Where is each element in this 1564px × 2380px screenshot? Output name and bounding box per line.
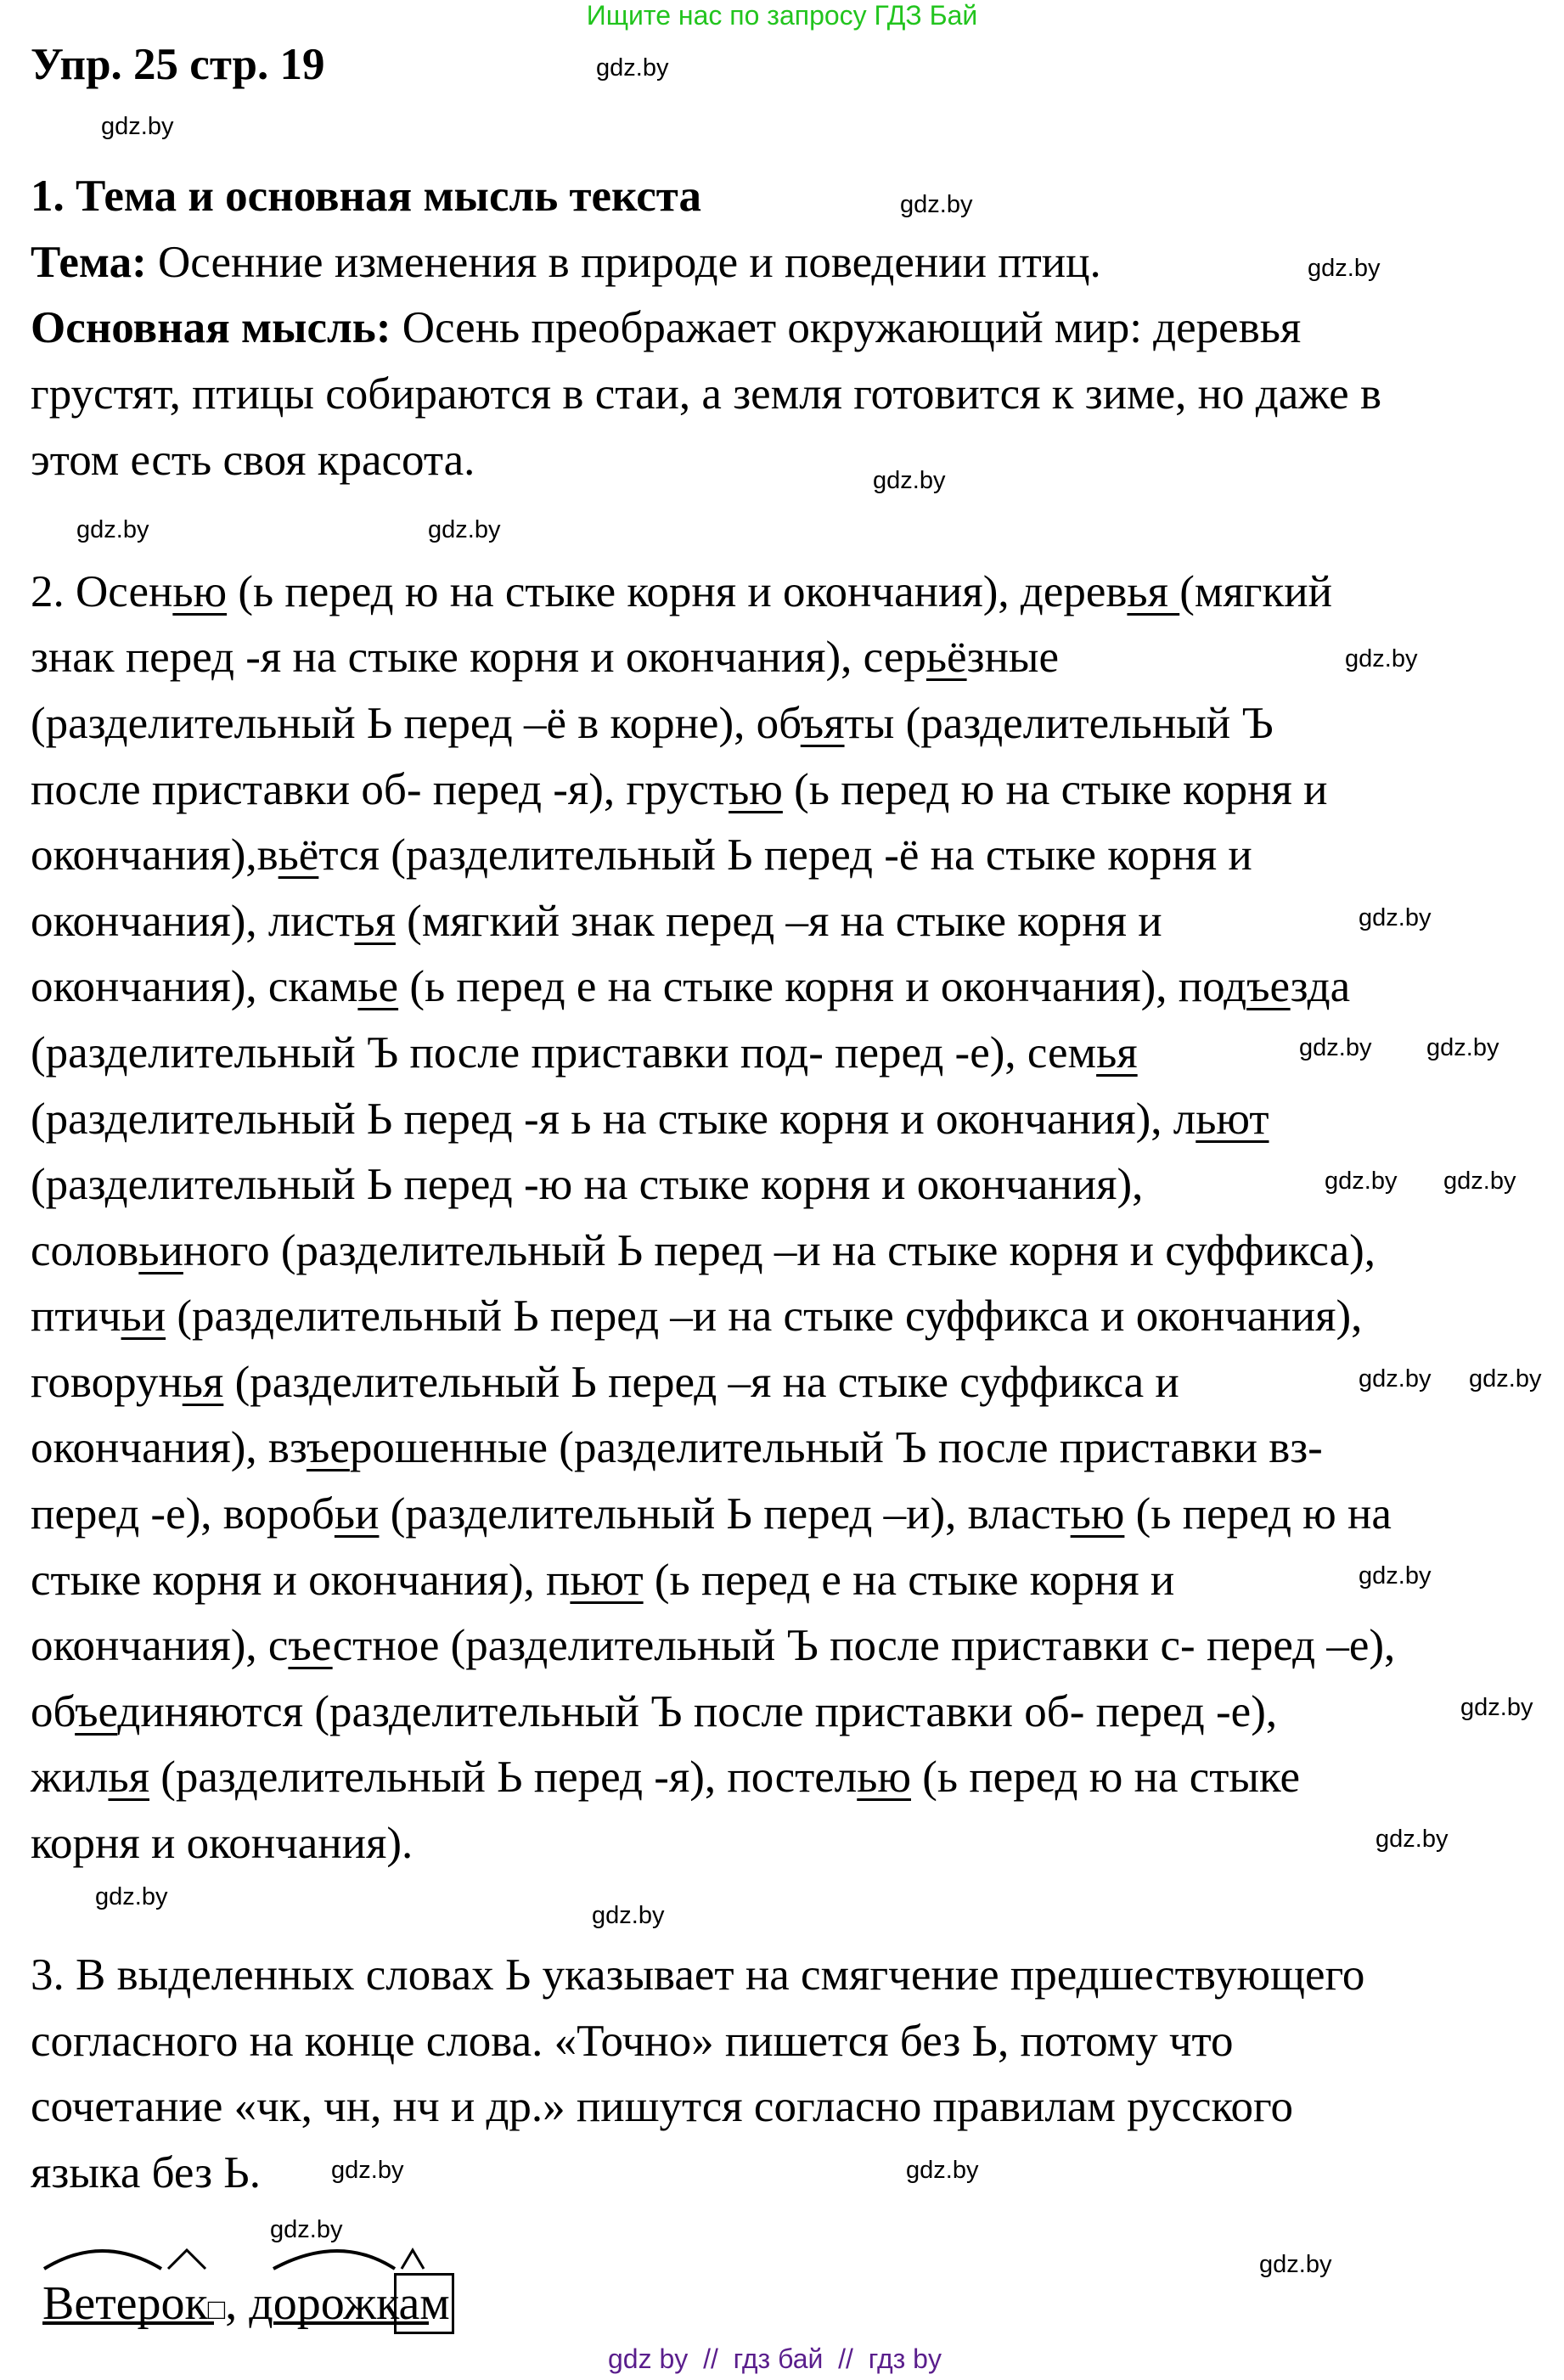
word-veterok: Ветерок: [42, 2277, 208, 2330]
watermark: gdz.by: [1299, 1034, 1372, 1061]
suffix-caret: [402, 2250, 424, 2269]
theme-label: Тема:: [31, 237, 147, 287]
morpheme-diagram-text: [42, 2274, 450, 2340]
underlined-letters: ъе: [75, 1686, 118, 1736]
watermark: gdz.by: [1359, 1562, 1432, 1589]
text-segment: (мягкий: [1179, 566, 1332, 616]
underlined-letters: ъе: [288, 1621, 333, 1671]
zero-ending: □: [207, 2294, 226, 2326]
watermark: gdz.by: [596, 54, 669, 82]
watermark: gdz.by: [592, 1902, 665, 1929]
underlined-letters: ью: [857, 1753, 911, 1803]
watermark: gdz.by: [95, 1883, 168, 1910]
text-segment: (разделительный Ь перед -я), постел: [149, 1753, 858, 1803]
watermark: gdz.by: [1426, 1034, 1499, 1061]
text-segment: перед -е), вороб: [31, 1489, 335, 1539]
theme-text: Осенние изменения в природе и поведении птиц.: [146, 237, 1101, 287]
bottom-banner: gdz by // гдз бай // гдз by: [608, 2343, 942, 2374]
text-segment: птич: [31, 1291, 121, 1342]
text-segment: (разделительный Ь перед -ю на стыке корня и окончания),: [31, 1160, 1144, 1210]
underlined-letters: ъе: [306, 1423, 350, 1473]
text-segment: солов: [31, 1225, 139, 1275]
section2-line: [31, 1613, 1395, 1680]
watermark: gdz.by: [1469, 1365, 1542, 1393]
word-dorozhk-stem: дорожк: [249, 2277, 399, 2330]
underlined-letters: ьё: [925, 633, 967, 683]
watermark: gdz.by: [428, 516, 501, 543]
text-segment: окончания), с: [31, 1621, 289, 1671]
text-segment: окончания),в: [31, 830, 278, 881]
text-segment: жил: [31, 1753, 109, 1803]
section2-line: [31, 1415, 1323, 1482]
exercise-title: Упр. 25 стр. 19: [31, 40, 325, 89]
text-segment: (разделительный Ь перед -я ь на стыке корня и окончания), л: [31, 1094, 1196, 1144]
text-segment: (мягкий знак перед –я на стыке корня и: [395, 896, 1162, 946]
underlined-letters: ью: [1070, 1489, 1125, 1539]
text-segment: окончания), вз: [31, 1423, 307, 1473]
text-segment: (разделительный Ь перед –и на стыке суффикса и окончания),: [166, 1291, 1363, 1342]
section3-line: 3. В выделенных словах Ь указывает на смягчение предшествующего: [31, 1950, 1365, 2000]
text-segment: об: [31, 1686, 76, 1736]
underlined-letters: ъе: [1246, 962, 1291, 1012]
text-segment: (разделительный Ъ после приставки под- перед -е), сем: [31, 1027, 1097, 1077]
underlined-letters: ью: [172, 566, 228, 616]
text-segment: 2. Осен: [31, 566, 173, 616]
watermark: gdz.by: [906, 2157, 979, 2184]
section2-line: [31, 1811, 413, 1877]
section2-line: [31, 1218, 1376, 1285]
section2-line: [31, 954, 1350, 1021]
text-segment: зные: [966, 633, 1060, 683]
text-segment: (ь перед ю на стыке корня и окончания), дерев: [227, 566, 1128, 616]
section3-line: согласного на конце слова. «Точно» пишется без Ь, потому что: [31, 2016, 1234, 2066]
text-segment: диняются (разделительный Ъ после приставки об- перед -е),: [117, 1686, 1278, 1736]
theme-line: [31, 230, 1101, 296]
root-arc: [273, 2251, 395, 2269]
underlined-letters: ьют: [570, 1555, 644, 1605]
watermark: gdz.by: [1359, 1365, 1432, 1393]
underlined-letters: ьё: [278, 830, 319, 881]
idea-line: [31, 295, 1301, 362]
section1-heading: 1. Тема и основная мысль текста: [31, 172, 701, 222]
text-segment: стное (разделительный Ъ после приставки с- перед –е),: [332, 1621, 1396, 1671]
section2-line: [31, 889, 1162, 955]
text-segment: ты (разделительный Ъ: [844, 698, 1274, 748]
text-segment: (разделительный Ь перед –я на стыке суффикса и: [223, 1357, 1179, 1407]
watermark: gdz.by: [1376, 1826, 1449, 1853]
section3-line: сочетание «чк, чн, нч и др.» пишутся согласно правилам русского: [31, 2082, 1293, 2132]
watermark: gdz.by: [1325, 1167, 1398, 1195]
watermark: gdz.by: [1359, 904, 1432, 931]
section2-line: [31, 1152, 1143, 1218]
text-segment: после приставки об- перед -я), груст: [31, 764, 729, 814]
underlined-letters: ью: [729, 764, 783, 814]
underlined-letters: ьи: [138, 1225, 183, 1275]
idea-label: Основная мысль:: [31, 303, 391, 353]
text-segment: знак перед -я на стыке корня и окончания), сер: [31, 633, 926, 683]
text-segment: (ь перед е на стыке корня и: [643, 1555, 1175, 1605]
underlined-letters: ъя: [800, 698, 845, 748]
text-segment: говорун: [31, 1357, 183, 1407]
text-segment: окончания), скам: [31, 962, 358, 1012]
section2-line: [31, 1021, 1138, 1087]
section2-line: [31, 1350, 1179, 1416]
section3-line: языка без Ь.: [31, 2148, 261, 2197]
underlined-letters: ья: [1096, 1027, 1138, 1077]
watermark: gdz.by: [76, 516, 149, 543]
underlined-letters: ья: [1127, 566, 1180, 616]
idea-text: грустят, птицы собираются в стаи, а земля готовится к зиме, но даже в: [31, 369, 1381, 419]
text-segment: окончания), лист: [31, 896, 355, 946]
text-segment: зда: [1290, 962, 1351, 1012]
watermark: gdz.by: [1308, 255, 1381, 282]
idea-text: этом есть своя красота.: [31, 435, 475, 485]
watermark: gdz.by: [900, 191, 973, 218]
text-segment: рошенные (разделительный Ъ после приставки вз-: [349, 1423, 1323, 1473]
watermark: gdz.by: [1460, 1694, 1533, 1721]
idea-text: Осень преображает окружающий мир: деревья: [391, 303, 1302, 353]
section2-line: [31, 691, 1274, 757]
text-segment: корня и окончания).: [31, 1819, 414, 1869]
text-segment: стыке корня и окончания), п: [31, 1555, 571, 1605]
section2-line: [31, 1284, 1362, 1350]
word-ending-am: ам: [398, 2277, 450, 2330]
watermark: gdz.by: [270, 2216, 343, 2243]
text-segment: ного (разделительный Ь перед –и на стыке корня и суффикса),: [183, 1225, 1376, 1275]
watermark: gdz.by: [101, 113, 174, 140]
separator: ,: [225, 2277, 250, 2330]
section2-line: [31, 1482, 1392, 1548]
section2-line: [31, 757, 1328, 824]
text-segment: (ь перед ю на стыке: [911, 1753, 1300, 1803]
text-segment: (ь перед е на стыке корня и окончания), под: [398, 962, 1247, 1012]
suffix-caret: [168, 2250, 205, 2269]
section2-line: [31, 1680, 1277, 1746]
watermark: gdz.by: [873, 467, 946, 494]
text-segment: (ь перед ю на: [1124, 1489, 1392, 1539]
section2-line: [31, 1745, 1300, 1811]
underlined-letters: ья: [182, 1357, 224, 1407]
underlined-letters: ья: [108, 1753, 149, 1803]
section2-line: [31, 1087, 1269, 1153]
underlined-letters: ье: [357, 962, 399, 1012]
section2-line: [31, 560, 1332, 626]
text-segment: (ь перед ю на стыке корня и: [782, 764, 1328, 814]
underlined-letters: ьют: [1196, 1094, 1269, 1144]
watermark: gdz.by: [1259, 2251, 1332, 2278]
text-segment: (разделительный Ь перед –ё в корне), об: [31, 698, 801, 748]
watermark: gdz.by: [331, 2157, 404, 2184]
underlined-letters: ьи: [121, 1291, 166, 1342]
text-segment: (разделительный Ь перед –и), власт: [379, 1489, 1071, 1539]
watermark: gdz.by: [1443, 1167, 1516, 1195]
root-arc: [44, 2251, 161, 2269]
underlined-letters: ьи: [334, 1489, 380, 1539]
underlined-letters: ья: [354, 896, 396, 946]
watermark: gdz.by: [1345, 645, 1418, 672]
section2-line: [31, 823, 1252, 889]
text-segment: тся (разделительный Ь перед -ё на стыке корня и: [318, 830, 1252, 881]
section2-line: [31, 625, 1059, 691]
top-banner: Ищите нас по запросу ГДЗ Бай: [586, 0, 978, 31]
section2-line: [31, 1548, 1174, 1614]
